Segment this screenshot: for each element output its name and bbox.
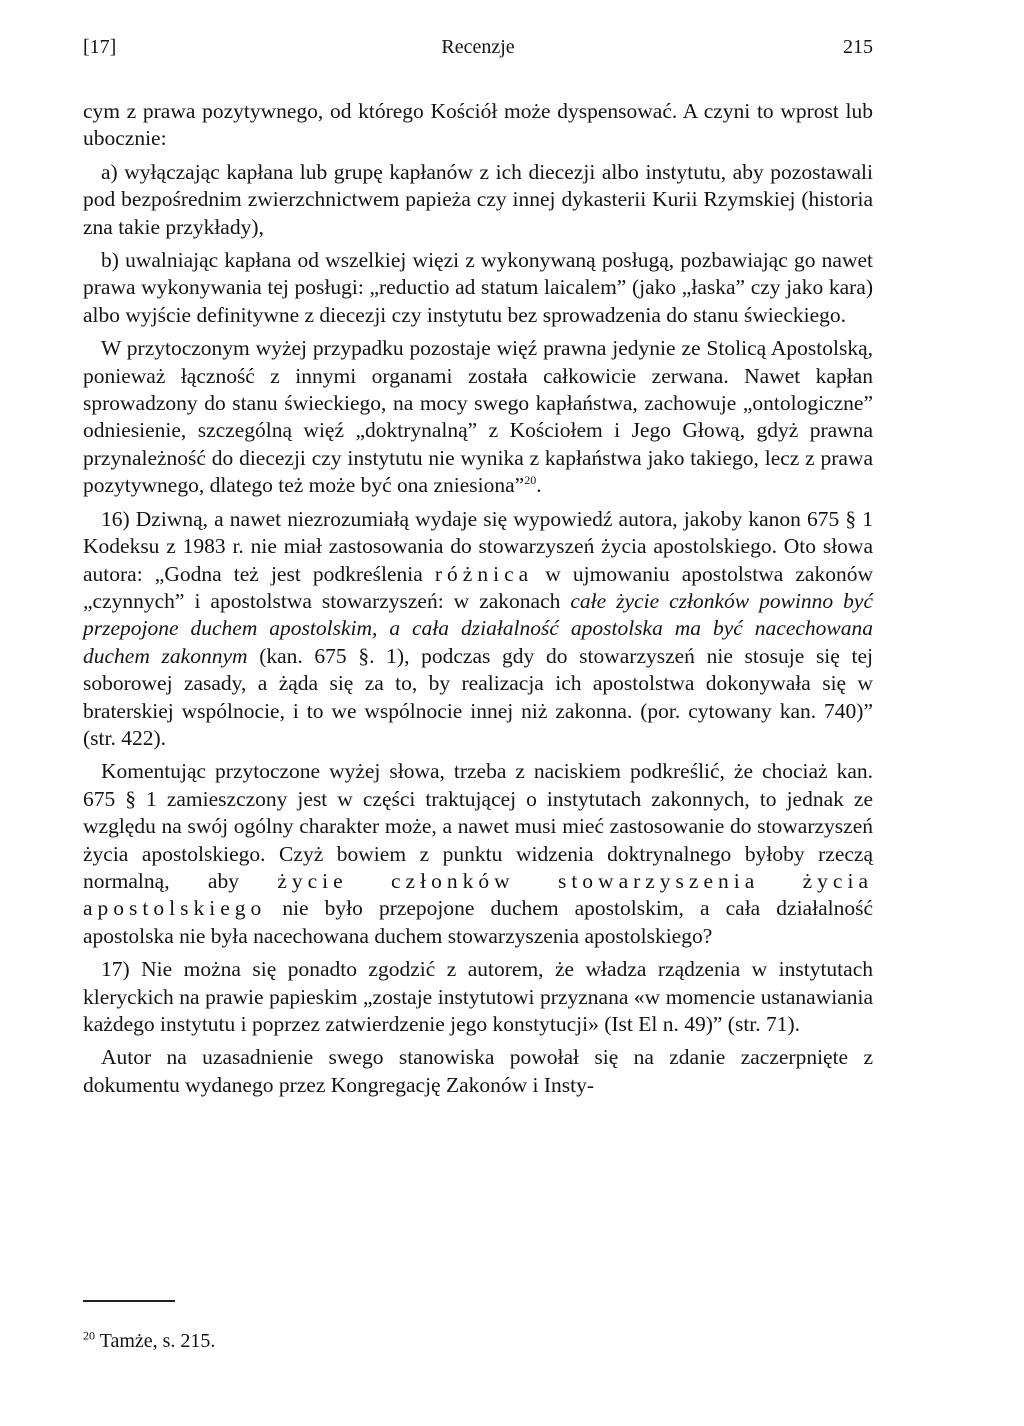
running-head (83, 30, 873, 64)
body-text (83, 98, 873, 1099)
paragraph-p4 (83, 335, 873, 499)
text-run: b) uwalniając kapłana od wszelkiej więzi z wykonywaną posługą, pozbawiając go nawet prawa wykonywania tej posługi: „reductio ad statum laicalem” (jako „łaska” czy jako kara) albo wyjście definitywne z diecezji czy instytutu bez sprowadzenia do stanu świeckiego. (83, 248, 873, 327)
paragraph-p7 (83, 956, 873, 1038)
text-run: (kan. 675 §. 1), podczas gdy do stowarzyszeń nie stosuje się tej soborowej zasady, a żąda się za to, by realizacja ich apostolstwa dokonywała się w braterskiej wspólnocie, i to we wspólnocie innej niż zakonna. (por. cytowany kan. 740)” (str. 422). (83, 643, 873, 750)
footnote-marker: 20 (83, 1328, 95, 1343)
footnote-rule (83, 1300, 175, 1302)
text-run: cym z prawa pozytywnego, od którego Kościół może dyspensować. A czyni to wprost lub ubocznie: (83, 99, 873, 151)
paragraph-p6 (83, 758, 873, 950)
text-run: Komentując przytoczone wyżej słowa, trzeba z naciskiem podkreślić, że chociaż kan. 675 § 1 zamieszczony jest w części traktującej o instytutach zakonnych, to jednak ze względu na swój ogólny charakter może, a nawet musi mieć zastosowanie do stowarzyszeń życia apostolskiego. Czyż bowiem z punktu widzenia doktrynalnego byłoby rzeczą normalną, aby (83, 759, 873, 893)
text-run: W przytoczonym wyżej przypadku pozostaje więź prawna jedynie ze Stolicą Apostolską, ponieważ łączność z innymi organami została całkowicie zerwana. Nawet kapłan sprowadzony do stanu świeckiego, na mocy swego kapłaństwa, zachowuje „ontologiczne” odniesienie, szczególną więź „doktrynalną” z Kościołem i Jego Głową, gdyż prawna przynależność do diecezji czy instytutu nie wynika z kapłaństwa jako takiego, lecz z prawa pozytywnego, dlatego też może być ona zniesiona” (83, 336, 873, 498)
footnotes (83, 1300, 873, 1353)
section-number: [17] (83, 36, 117, 58)
text-run: życie członków stowarzyszenia życia apostolskiego (83, 868, 873, 921)
text-run: Autor na uzasadnienie swego stanowiska powołał się na zdanie zaczerpnięte z dokumentu wydanego przez Kongregację Zakonów i Insty- (83, 1045, 873, 1097)
footnote-text: Tamże, s. 215. (95, 1330, 216, 1352)
section-title: Recenzje (441, 36, 515, 58)
paragraph-p3 (83, 247, 873, 329)
page (83, 30, 873, 1099)
paragraph-p2 (83, 159, 873, 241)
paragraph-p5 (83, 506, 873, 753)
text-run: nie było przepojone duchem apostolskim, a cała działalność apostolska nie była nacechowana duchem stowarzyszenia apostolskiego? (83, 896, 873, 948)
paragraph-p8 (83, 1044, 873, 1099)
page-number: 215 (843, 36, 873, 58)
footnote-ref: 20 (524, 473, 537, 488)
text-run: całe życie członków powinno być przepojone duchem apostolskim, a cała działalność apostolska ma być nacechowana duchem zakonnym (83, 588, 873, 668)
text-run: a) wyłączając kapłana lub grupę kapłanów z ich diecezji albo instytutu, aby pozostawali pod bezpośrednim zwierzchnictwem papieża czy innej dykasterii Kurii Rzymskiej (historia zna takie przykłady), (83, 159, 873, 239)
text-run: 16) Dziwną, a nawet niezrozumiałą wydaje się wypowiedź autora, jakoby kanon 675 § 1 Kodeksu z 1983 r. nie miał zastosowania do stowarzyszeń życia apostolskiego. Oto słowa autora: „Godna też jest podkreślenia (83, 506, 873, 586)
text-run: 17) Nie można się ponadto zgodzić z autorem, że władza rządzenia w instytutach kleryckich na prawie papieskim „zostaje instytutowi przyznana «w momencie ustanawiania każdego instytutu i poprzez zatwierdzenie jego konstytucji» (Ist El n. 49)” (str. 71). (83, 957, 873, 1036)
paragraph-p1 (83, 98, 873, 153)
text-run: w ujmowaniu apostolstwa zakonów „czynnych” i apostolstwa stowarzyszeń: w zakonach (83, 561, 873, 613)
footnote-20 (83, 1330, 873, 1353)
text-run: różnica (434, 561, 534, 586)
text-run: . (536, 473, 542, 498)
